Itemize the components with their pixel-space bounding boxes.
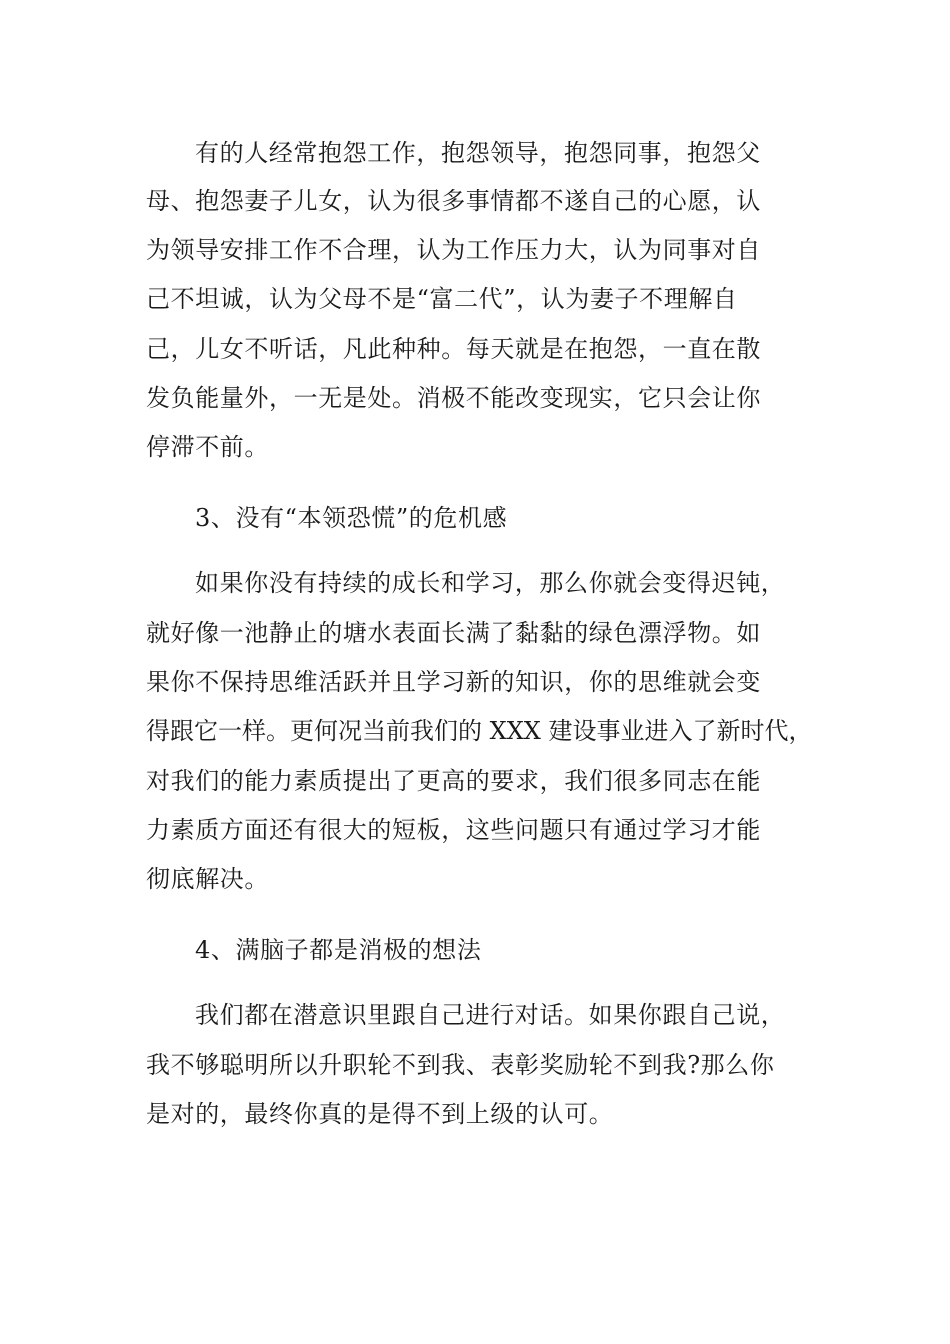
paragraph-3-line-3: 是对的，最终你真的是得不到上级的认可。: [146, 1100, 614, 1128]
paragraph-2-line-2: 就好像一池静止的塘水表面长满了黏黏的绿色漂浮物。如: [146, 619, 761, 647]
section-heading-3: 3、没有“本领恐慌”的危机感: [195, 504, 508, 532]
paragraph-2-line-6: 力素质方面还有很大的短板，这些问题只有通过学习才能: [146, 816, 761, 844]
paragraph-2-line-4: 得跟它一样。更何况当前我们的 XXX 建设事业进入了新时代，: [146, 717, 813, 745]
paragraph-1-line-5: 己，儿女不听话，凡此种种。每天就是在抱怨，一直在散: [146, 335, 761, 363]
paragraph-2-line-1: 如果你没有持续的成长和学习，那么你就会变得迟钝，: [195, 569, 786, 597]
paragraph-3-line-1: 我们都在潜意识里跟自己进行对话。如果你跟自己说，: [195, 1001, 786, 1029]
paragraph-2-line-7: 彻底解决。: [146, 865, 269, 893]
paragraph-1-line-3: 为领导安排工作不合理，认为工作压力大，认为同事对自: [146, 236, 761, 264]
paragraph-1-line-6: 发负能量外，一无是处。消极不能改变现实，它只会让你: [146, 384, 761, 412]
paragraph-2-line-3: 果你不保持思维活跃并且学习新的知识，你的思维就会变: [146, 668, 761, 696]
section-heading-4: 4、满脑子都是消极的想法: [195, 936, 482, 964]
paragraph-1-line-2: 母、抱怨妻子儿女，认为很多事情都不遂自己的心愿，认: [146, 187, 761, 215]
paragraph-1-line-7: 停滞不前。: [146, 433, 269, 461]
paragraph-1-line-1: 有的人经常抱怨工作，抱怨领导，抱怨同事，抱怨父: [195, 139, 761, 167]
paragraph-1-line-4: 己不坦诚，认为父母不是“富二代”，认为妻子不理解自: [146, 285, 738, 313]
paragraph-2-line-5: 对我们的能力素质提出了更高的要求，我们很多同志在能: [146, 767, 761, 795]
paragraph-3-line-2: 我不够聪明所以升职轮不到我、表彰奖励轮不到我?那么你: [146, 1051, 775, 1079]
